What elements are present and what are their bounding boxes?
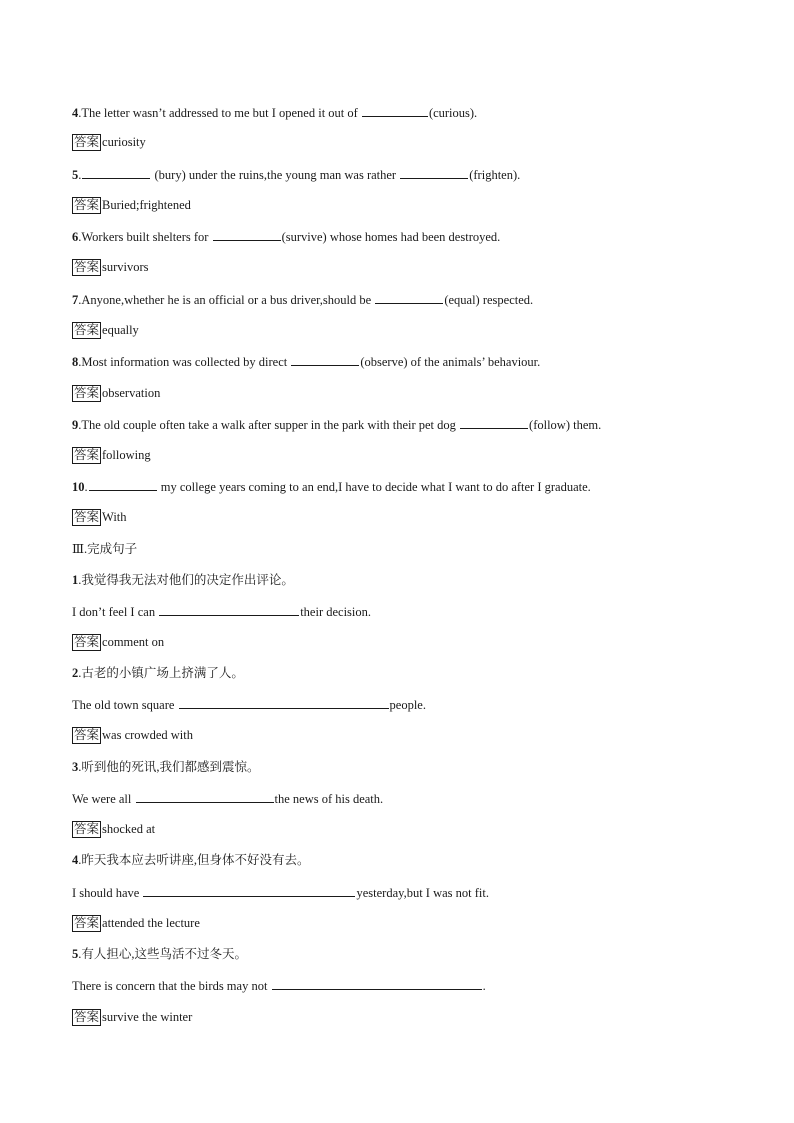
answer-blank [400,166,468,179]
chinese-sentence: .昨天我本应去听讲座,但身体不好没有去。 [78,853,310,867]
answer-tag: 答案 [74,386,100,400]
question-number: 10 [72,480,85,494]
answer-tag: 答案 [74,822,100,836]
answer-text: survivors [102,260,149,274]
question-text: . [78,168,82,182]
question-10 [72,478,591,495]
sentence-text: yesterday,but I was not fit. [356,886,489,900]
question-number: 6 [72,230,79,244]
question-text: . [84,480,88,494]
question-text: (follow) them. [529,418,602,432]
answer-iii-2 [72,727,193,744]
answer-tag: 答案 [74,260,100,274]
chinese-sentence: .我觉得我无法对他们的决定作出评论。 [78,573,294,587]
answer-text: survive the winter [102,1010,193,1024]
question-text: .Most information was collected by direct [78,355,291,369]
sentence-text: The old town square [72,698,178,712]
question-number: 5 [72,947,79,961]
en-sentence-5 [72,977,486,994]
answer-10 [72,509,127,526]
en-sentence-3 [72,790,383,807]
answer-tag: 答案 [74,510,100,524]
question-8 [72,353,540,370]
question-text: (curious). [428,106,478,120]
question-6 [72,228,500,245]
answer-tag: 答案 [74,448,100,462]
en-sentence-1 [72,603,371,620]
question-number: 5 [72,168,79,182]
answer-text: curiosity [102,135,146,149]
question-text: (survive) whose homes had been destroyed. [281,230,501,244]
answer-text: shocked at [102,822,156,836]
answer-blank [179,696,389,709]
sentence-text: We were all [72,792,135,806]
answer-iii-3 [72,821,155,838]
answer-blank [272,977,482,990]
answer-iii-5 [72,1009,192,1026]
cn-prompt-5 [72,946,247,962]
chinese-sentence: .听到他的死讯,我们都感到震惊。 [78,760,260,774]
answer-text: equally [102,323,139,337]
answer-7 [72,322,139,339]
sentence-text: their decision. [300,605,372,619]
answer-blank [82,166,150,179]
question-number: 4 [72,106,79,120]
answer-text: following [102,448,151,462]
question-number: 4 [72,853,79,867]
question-text: (equal) respected. [444,293,534,307]
question-number: 2 [72,666,79,680]
answer-8 [72,385,160,402]
answer-tag: 答案 [74,135,100,149]
answer-tag: 答案 [74,1010,100,1024]
question-text: (frighten). [469,168,521,182]
sentence-text: There is concern that the birds may not [72,979,271,993]
sentence-text: . [482,979,486,993]
question-4 [72,104,477,121]
chinese-sentence: .有人担心,这些鸟活不过冬天。 [78,947,248,961]
answer-tag: 答案 [74,916,100,930]
answer-text: attended the lecture [102,916,200,930]
question-text: .Workers built shelters for [78,230,212,244]
question-text: .Anyone,whether he is an official or a bus driver,should be [78,293,375,307]
question-text: .The old couple often take a walk after supper in the park with their pet dog [78,418,460,432]
answer-blank [362,104,428,117]
question-text: my college years coming to an end,I have to decide what I want to do after I graduate. [157,480,591,494]
answer-text: observation [102,386,161,400]
cn-prompt-1 [72,572,294,588]
sentence-text: I should have [72,886,143,900]
question-9 [72,416,601,433]
answer-tag: 答案 [74,198,100,212]
answer-tag: 答案 [74,728,100,742]
en-sentence-2 [72,696,426,713]
answer-tag: 答案 [74,635,100,649]
answer-blank [375,291,443,304]
question-7 [72,291,533,308]
sentence-text: people. [389,698,426,712]
answer-blank [291,353,359,366]
answer-6 [72,259,149,276]
answer-blank [460,416,528,429]
cn-prompt-3 [72,759,260,775]
cn-prompt-2 [72,665,244,681]
question-number: 3 [72,760,79,774]
question-number: 7 [72,293,79,307]
answer-blank [213,228,281,241]
chinese-sentence: .古老的小镇广场上挤满了人。 [78,666,244,680]
answer-blank [136,790,274,803]
answer-tag: 答案 [74,323,100,337]
question-5 [72,166,520,183]
question-number: 1 [72,573,79,587]
question-text: .The letter wasn’t addressed to me but I opened it out of [78,106,361,120]
answer-5 [72,197,191,214]
answer-text: With [102,510,127,524]
sentence-text: I don’t feel I can [72,605,159,619]
question-number: 9 [72,418,79,432]
answer-iii-1 [72,634,164,651]
question-number: 8 [72,355,79,369]
answer-text: Buried;frightened [102,198,191,212]
section-title: Ⅲ.完成句子 [72,542,138,556]
answer-text: comment on [102,635,165,649]
question-text: (observe) of the animals’ behaviour. [360,355,541,369]
answer-4 [72,134,146,151]
answer-9 [72,447,151,464]
sentence-text: the news of his death. [274,792,384,806]
question-text: (bury) under the ruins,the young man was rather [151,168,400,182]
en-sentence-4 [72,884,489,901]
answer-text: was crowded with [102,728,193,742]
answer-blank [159,603,299,616]
cn-prompt-4 [72,852,310,868]
answer-blank [89,478,157,491]
answer-blank [143,884,355,897]
answer-iii-4 [72,915,200,932]
